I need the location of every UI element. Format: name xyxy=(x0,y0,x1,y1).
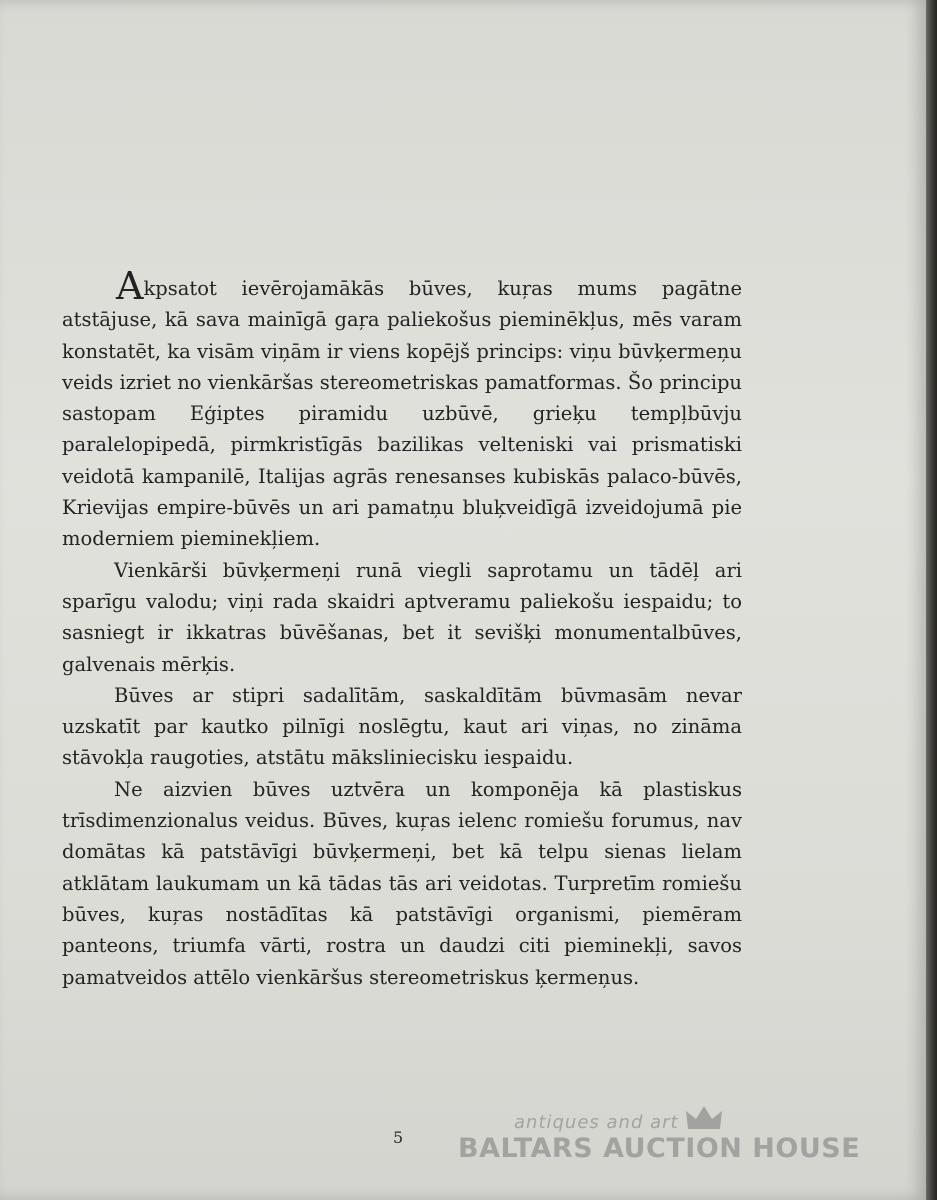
paragraph-2: Vienkārši būvķermeņi runā viegli saprotamu un tādēļ ari sparīgu valodu; viņi rada skaidri aptveramu paliekošu iespaidu; to sasniegt ir ikkatras būvēšanas, bet it sevišķi monumentalbūves, galvenais mērķis. xyxy=(62,558,742,676)
page-edge-shadow xyxy=(926,0,937,1200)
page-number: 5 xyxy=(393,1128,404,1147)
paragraph-1 xyxy=(62,264,742,555)
paragraph-3: Būves ar stipri sadalītām, saskaldītām būvmasām nevar uzskatīt par kautko pilnīgi noslēgtu, kaut ari viņas, no zināma stāvokļa raugoties, atstātu māksliniecisku iespaidu. xyxy=(62,683,742,770)
body-text xyxy=(62,264,742,993)
watermark-brand: BALTARS AUCTION HOUSE xyxy=(458,1133,861,1164)
paragraph-1-text: kpsatot ievērojamākās būves, kuŗas mums pagātne atstājuse, kā sava mainīgā gaŗa paliekošus pieminēkļus, mēs varam konstatēt, ka visām viņām ir viens kopējš princips: viņu būvķermeņu veids izriet no vienkāršas stereometriskas pamatformas. Šo principu sastopam Eģiptes piramidu uzbūvē, grieķu tempļbūvju paralelopipedā, pirmkristīgās bazilikas velteniski vai prismatiski veidotā kampanilē, Italijas agrās renesanses kubiskās palaco-būvēs, Krievijas empire-būvēs un ari pamatņu bluķveidīgā izveidojumā pie moderniem pieminekļiem. xyxy=(62,277,742,551)
watermark-tagline: antiques and art xyxy=(514,1112,679,1133)
paragraph-4: Ne aizvien būves uztvēra un komponēja kā plastiskus trīsdimenzionalus veidus. Būves, kuŗas ielenc romiešu forumus, nav domātas kā patstāvīgi būvķermeņi, bet kā telpu sienas lielam atklātam laukumam un kā tādas tās ari veidotas. Turpretīm romiešu būves, kuŗas nostādītas kā patstāvīgi organismi, piemēram panteons, triumfa vārti, rostra un daudzi citi pieminekļi, savos pamatveidos attēlo vienkāršus stereometriskus ķermeņus. xyxy=(62,777,742,989)
crown-icon xyxy=(684,1103,724,1133)
dropcap-letter: A xyxy=(116,264,144,308)
